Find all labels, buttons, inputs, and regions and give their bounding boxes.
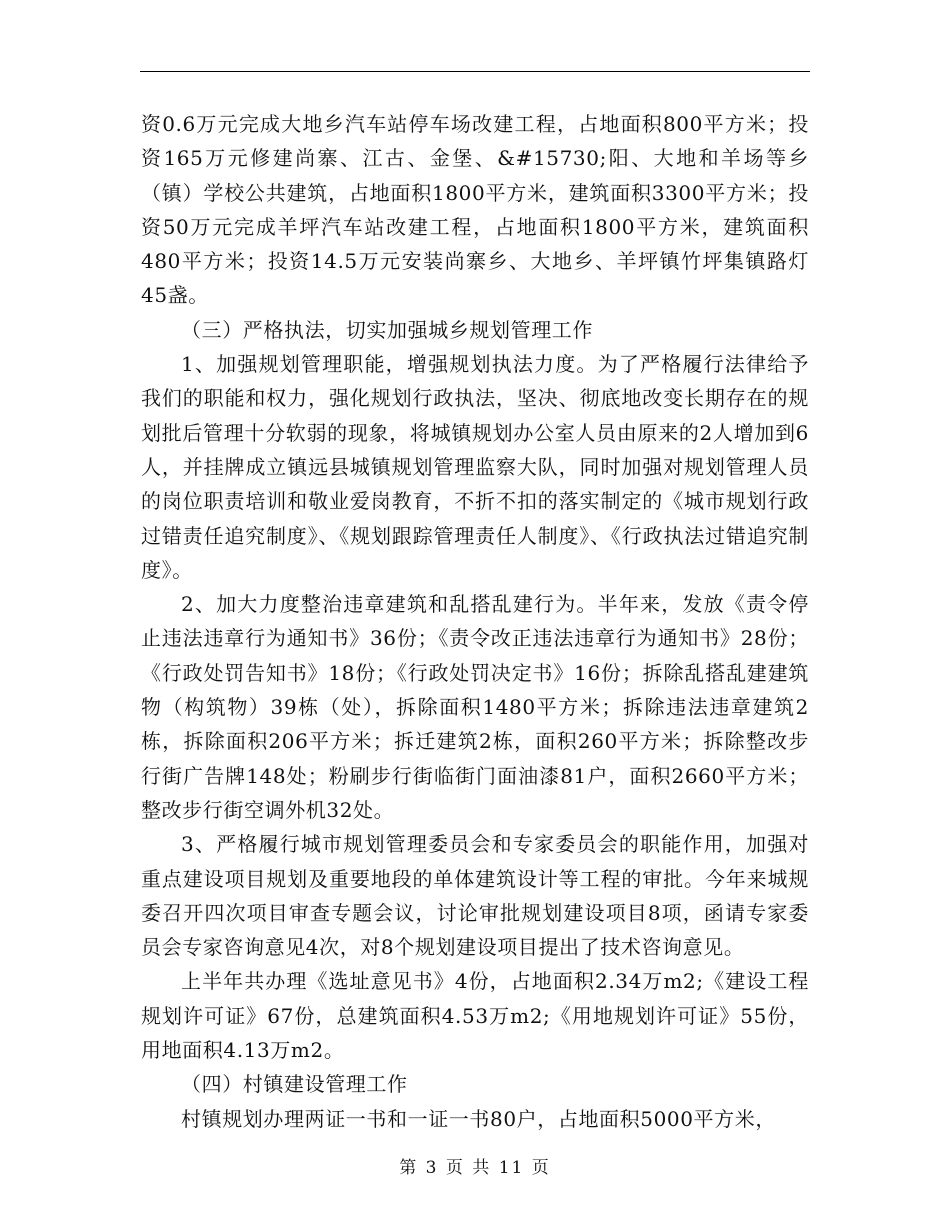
paragraph-permits: 上半年共办理《选址意见书》4份，占地面积2.34万m2;《建设工程规划许可证》67份，总建筑面积4.53万m2;《用地规划许可证》55份，用地面积4.13万m2。: [141, 969, 809, 1063]
section-heading-4: （四）村镇建设管理工作: [181, 1072, 408, 1097]
paragraph-item-3: 3、严格履行城市规划管理委员会和专家委员会的职能作用，加强对重点建设项目规划及重要地段的单体建筑设计等工程的审批。今年来城规委召开四次项目审查专题会议，讨论审批规划建设项目8项，函请专家委员会专家咨询意见4次，对8个规划建设项目提出了技术咨询意见。: [141, 832, 809, 960]
paragraph-village: 村镇规划办理两证一书和一证一书80户，占地面积5000平方米，: [181, 1106, 776, 1131]
section-heading-3: （三）严格执法，切实加强城乡规划管理工作: [181, 317, 593, 342]
paragraph-item-1: 1、加强规划管理职能，增强规划执法力度。为了严格履行法律给予我们的职能和权力，强化规划行政执法，坚决、彻底地改变长期存在的规划批后管理十分软弱的现象，将城镇规划办公室人员由原来的2人增加到6人，并挂牌成立镇远县城镇规划管理监察大队，同时加强对规划管理人员的岗位职责培训和敬业爱岗教育，不折不扣的落实制定的《城市规划行政过错责任追究制度》、《规划跟踪管理责任人制度》、《行政执法过错追究制度》。: [141, 352, 809, 582]
paragraph-continued: 资0.6万元完成大地乡汽车站停车场改建工程，占地面积800平方米；投资165万元修建尚寨、江古、金堡、&#15730;阳、大地和羊场等乡（镇）学校公共建筑，占地面积1800平方米，建筑面积3300平方米；投资50万元完成羊坪汽车站改建工程，占地面积1800平方米，建筑面积480平方米；投资14.5万元安装尚寨乡、大地乡、羊坪镇竹坪集镇路灯45盏。: [141, 112, 809, 308]
header-rule: [140, 71, 810, 72]
document-body: [141, 107, 809, 1136]
paragraph-item-2: 2、加大力度整治违章建筑和乱搭乱建行为。半年来，发放《责令停止违法违章行为通知书》36份；《责令改正违法违章行为通知书》28份；《行政处罚告知书》18份；《行政处罚决定书》16份；拆除乱搭乱建建筑物（构筑物）39栋（处），拆除面积1480平方米；拆除违法违章建筑2栋，拆除面积206平方米；拆迁建筑2栋，面积260平方米；拆除整改步行街广告牌148处；粉刷步行街临街门面油漆81户，面积2660平方米；整改步行街空调外机32处。: [141, 592, 809, 822]
page-number-footer: 第 3 页 共 11 页: [399, 1158, 551, 1178]
